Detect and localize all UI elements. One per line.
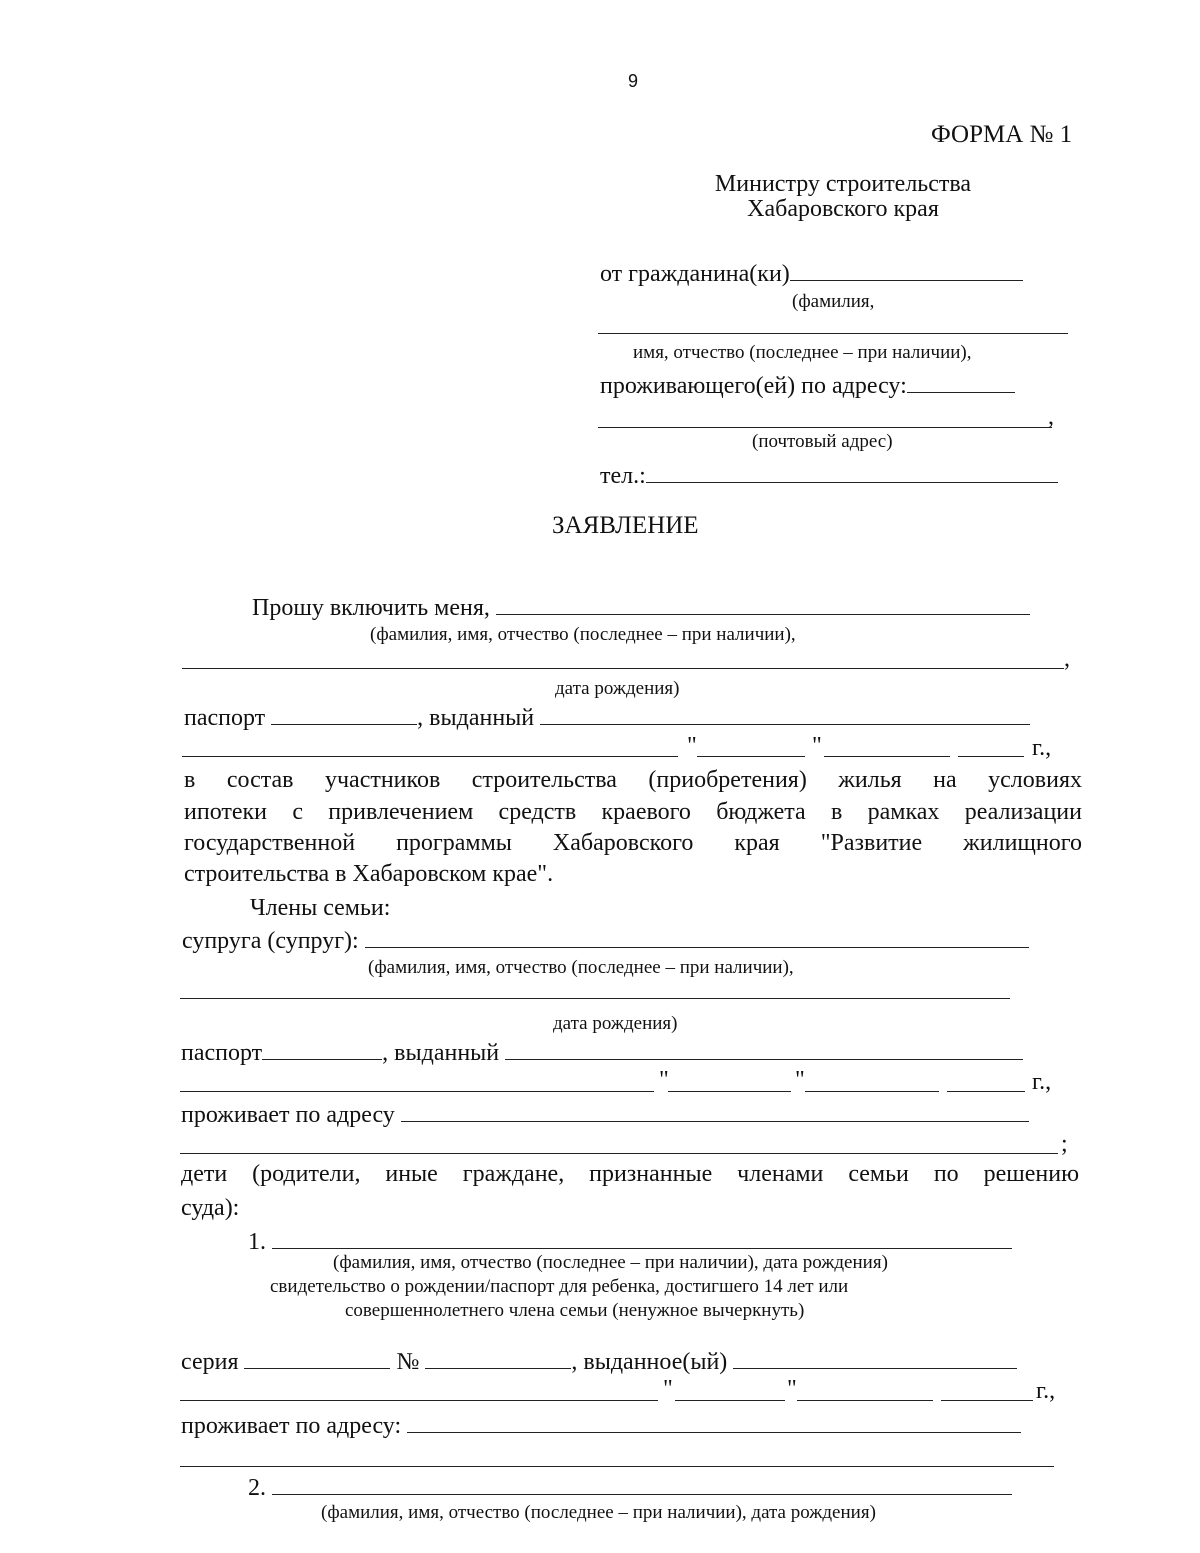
issue-month-field[interactable] bbox=[824, 756, 950, 757]
spouse-fio-field[interactable] bbox=[365, 927, 1029, 948]
page-number: 9 bbox=[628, 71, 639, 91]
spouse-issued-label: , выданный bbox=[382, 1040, 500, 1066]
child-issued-line2[interactable] bbox=[180, 1400, 658, 1401]
applicant-comma: , bbox=[1064, 646, 1070, 672]
spouse-birth-line[interactable] bbox=[180, 998, 1010, 999]
from-citizen-text: от гражданина(ки) bbox=[600, 261, 790, 287]
spouse-issue-day-field[interactable] bbox=[668, 1091, 791, 1092]
child-issue-day-field[interactable] bbox=[675, 1400, 785, 1401]
spouse-passport-field[interactable] bbox=[262, 1039, 382, 1060]
child1-fio-field[interactable] bbox=[272, 1228, 1012, 1249]
child-address-label: проживает по адресу: bbox=[181, 1413, 402, 1439]
postal-address-line[interactable] bbox=[598, 427, 1052, 428]
child2-number: 2. bbox=[248, 1475, 266, 1501]
child-issue-year-field[interactable] bbox=[941, 1400, 1033, 1401]
child-quote-close: " bbox=[787, 1376, 797, 1402]
child1-hint: (фамилия, имя, отчество (последнее – при наличии), дата рождения) bbox=[333, 1252, 888, 1273]
child1-number: 1. bbox=[248, 1229, 266, 1255]
body-line-1: в состав участников строительства (приобретения) жилья на условиях bbox=[184, 767, 1082, 793]
child-issued-field[interactable] bbox=[733, 1348, 1017, 1369]
quote-open: " bbox=[687, 733, 697, 759]
year-suffix: г., bbox=[1032, 735, 1052, 761]
applicant-fio-hint: (фамилия, имя, отчество (последнее – при наличии), bbox=[370, 624, 796, 645]
surname-hint: (фамилия, bbox=[792, 291, 875, 312]
form-label: ФОРМА № 1 bbox=[931, 121, 1073, 148]
request-line bbox=[252, 594, 1030, 620]
child-issue-month-field[interactable] bbox=[797, 1400, 933, 1401]
body-line-3: государственной программы Хабаровского края "Развитие жилищного bbox=[184, 830, 1082, 856]
child1-line bbox=[248, 1228, 1012, 1254]
children-intro-line1: дети (родители, иные граждане, признанные членами семьи по решению bbox=[181, 1161, 1079, 1187]
spouse-issued-field[interactable] bbox=[505, 1039, 1023, 1060]
doc-number-field[interactable] bbox=[425, 1348, 571, 1369]
issued-by-line2[interactable] bbox=[182, 756, 678, 757]
spouse-fio-hint: (фамилия, имя, отчество (последнее – при наличии), bbox=[368, 957, 794, 978]
child-address-line2[interactable] bbox=[180, 1466, 1054, 1467]
spouse-issue-month-field[interactable] bbox=[805, 1091, 939, 1092]
issued-label: , выданный bbox=[417, 705, 535, 731]
surname-field[interactable] bbox=[790, 260, 1023, 281]
from-citizen-label bbox=[600, 260, 1023, 286]
spouse-line bbox=[182, 927, 1029, 953]
spouse-address-label: проживает по адресу bbox=[181, 1102, 395, 1128]
issue-year-field[interactable] bbox=[958, 756, 1024, 757]
body-line-4: строительства в Хабаровском крае". bbox=[184, 861, 554, 887]
name-hint: имя, отчество (последнее – при наличии), bbox=[633, 342, 972, 363]
spouse-issued-line2[interactable] bbox=[180, 1091, 654, 1092]
addressee-line2: Хабаровского края bbox=[747, 196, 939, 222]
phone-text: тел.: bbox=[600, 463, 646, 489]
spouse-semicolon: ; bbox=[1061, 1131, 1068, 1157]
postal-comma: , bbox=[1048, 404, 1054, 430]
child2-hint: (фамилия, имя, отчество (последнее – при наличии), дата рождения) bbox=[321, 1502, 876, 1523]
document-title: ЗАЯВЛЕНИЕ bbox=[552, 512, 699, 539]
spouse-birth-hint: дата рождения) bbox=[553, 1013, 678, 1034]
spouse-address-field[interactable] bbox=[401, 1101, 1029, 1122]
child-quote-open: " bbox=[663, 1376, 673, 1402]
spouse-quote-close: " bbox=[795, 1067, 805, 1093]
child-year-suffix: г., bbox=[1036, 1378, 1056, 1404]
spouse-issue-year-field[interactable] bbox=[947, 1091, 1025, 1092]
number-label: № bbox=[396, 1349, 420, 1375]
series-field[interactable] bbox=[244, 1348, 390, 1369]
child2-line bbox=[248, 1474, 1012, 1500]
applicant-fio-field[interactable] bbox=[496, 594, 1030, 615]
applicant-birth-hint: дата рождения) bbox=[555, 678, 680, 699]
issued-by-field[interactable] bbox=[540, 704, 1030, 725]
postal-hint: (почтовый адрес) bbox=[752, 431, 893, 452]
family-members-label: Члены семьи: bbox=[250, 895, 391, 921]
child-address-line bbox=[181, 1412, 1021, 1438]
series-label: серия bbox=[181, 1349, 239, 1375]
quote-close: " bbox=[812, 733, 822, 759]
issue-day-field[interactable] bbox=[697, 756, 805, 757]
spouse-year-suffix: г., bbox=[1032, 1069, 1052, 1095]
spouse-passport-line bbox=[181, 1039, 1023, 1065]
child2-fio-field[interactable] bbox=[272, 1474, 1012, 1495]
child-issued-label: , выданное(ый) bbox=[571, 1349, 728, 1375]
child-address-field[interactable] bbox=[407, 1412, 1021, 1433]
spouse-quote-open: " bbox=[659, 1067, 669, 1093]
spouse-address-line bbox=[181, 1101, 1029, 1127]
child-doc-hint-line2: совершеннолетнего члена семьи (ненужное вычеркнуть) bbox=[345, 1300, 805, 1321]
child1-series-line bbox=[181, 1348, 1017, 1374]
addressee-line1: Министру строительства bbox=[714, 171, 972, 197]
request-text: Прошу включить меня, bbox=[252, 595, 490, 621]
residence-field[interactable] bbox=[907, 372, 1015, 393]
spouse-address-line2[interactable] bbox=[180, 1153, 1058, 1154]
phone-label bbox=[600, 462, 1058, 488]
spouse-passport-label: паспорт bbox=[181, 1040, 263, 1066]
applicant-birth-line[interactable] bbox=[182, 668, 1064, 669]
passport-label: паспорт bbox=[184, 705, 266, 731]
passport-number-field[interactable] bbox=[271, 704, 417, 725]
phone-field[interactable] bbox=[646, 462, 1058, 483]
body-line-2: ипотеки с привлечением средств краевого бюджета в рамках реализации bbox=[184, 799, 1082, 825]
child-doc-hint-line1: свидетельство о рождении/паспорт для ребенка, достигшего 14 лет или bbox=[270, 1276, 849, 1297]
residence-label bbox=[600, 372, 1015, 398]
spouse-label: супруга (супруг): bbox=[182, 928, 359, 954]
residence-text: проживающего(ей) по адресу: bbox=[600, 373, 907, 399]
applicant-passport-line bbox=[184, 704, 1030, 730]
name-field-line[interactable] bbox=[598, 333, 1068, 334]
children-intro-line2: суда): bbox=[181, 1195, 240, 1221]
